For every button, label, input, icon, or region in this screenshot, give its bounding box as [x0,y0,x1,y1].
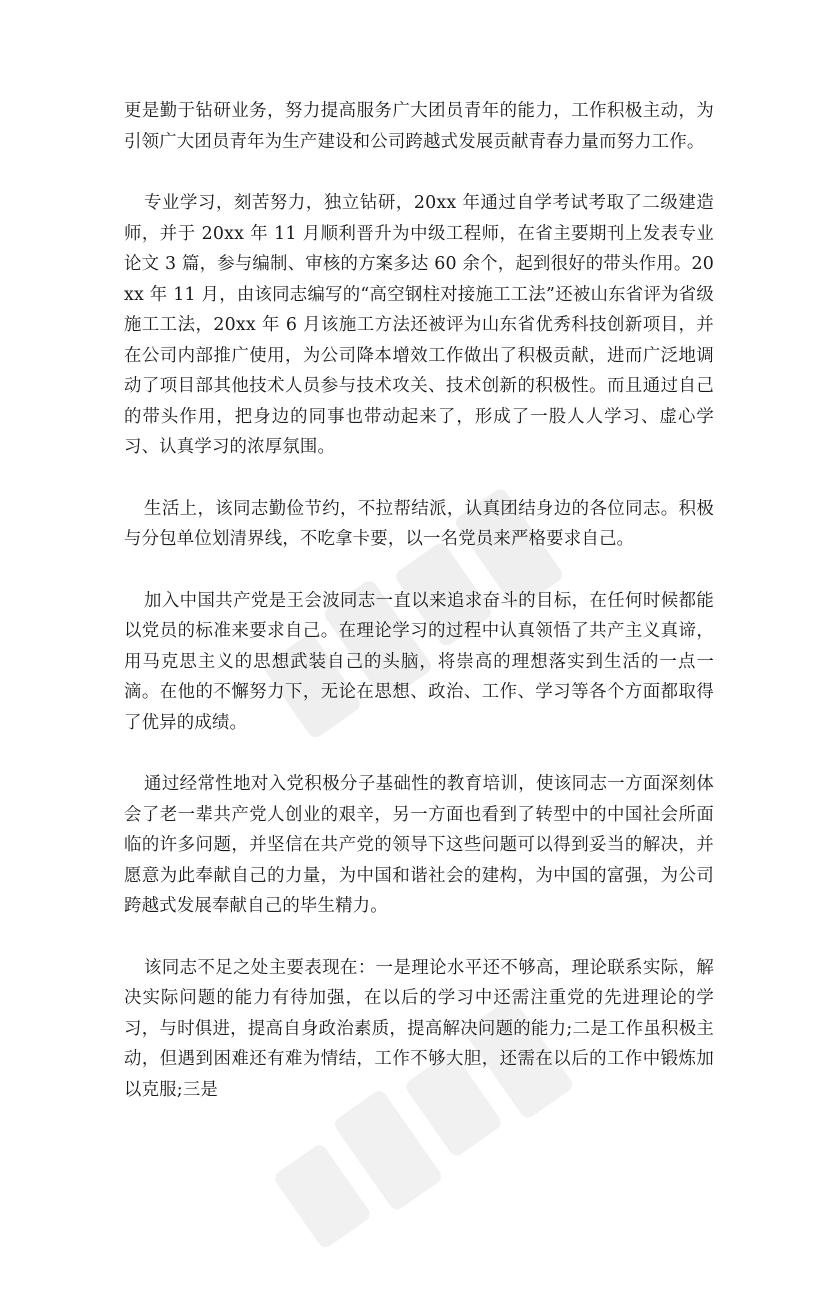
paragraph-2: 专业学习，刻苦努力，独立钻研，20xx 年通过自学考试考取了二级建造师，并于 20xx 年 11 月顺利晋升为中级工程师，在省主要期刊上发表专业论文 3 篇，参与编制、审核的方案多达 60 余个，起到很好的带头作用。20xx 年 11 月，由该同志编写的“高空钢柱对接施工工法”还被山东省评为省级施工工法，20xx 年 6 月该施工方法还被评为山东省优秀科技创新项目，并在公司内部推广使用，为公司降本增效工作做出了积极贡献，进而广泛地调动了项目部其他技术人员参与技术攻关、技术创新的积极性。而且通过自己的带头作用，把身边的同事也带动起来了，形成了一股人人学习、虚心学习、认真学习的浓厚氛围。 [124,193,714,457]
paragraph-1: 更是勤于钻研业务，努力提高服务广大团员青年的能力，工作积极主动，为引领广大团员青年为生产建设和公司跨越式发展贡献青春力量而努力工作。 [124,101,714,152]
document-body [124,96,714,1136]
paragraph-4: 加入中国共产党是王会波同志一直以来追求奋斗的目标，在任何时候都能以党员的标准来要求自己。在理论学习的过程中认真领悟了共产主义真谛，用马克思主义的思想武装自己的头脑，将崇高的理想落实到生活的一点一滴。在他的不懈努力下，无论在思想、政治、工作、学习等各个方面都取得了优异的成绩。 [124,590,714,733]
paragraph-5: 通过经常性地对入党积极分子基础性的教育培训，使该同志一方面深刻体会了老一辈共产党人创业的艰辛，另一方面也看到了转型中的中国社会所面临的许多问题，并坚信在共产党的领导下这些问题可以得到妥当的解决，并愿意为此奉献自己的力量，为中国和谐社会的建构，为中国的富强，为公司跨越式发展奉献自己的毕生精力。 [124,774,714,916]
paragraph-6: 该同志不足之处主要表现在：一是理论水平还不够高，理论联系实际，解决实际问题的能力有待加强，在以后的学习中还需注重党的先进理论的学习，与时俱进，提高自身政治素质，提高解决问题的能力;二是工作虽积极主动，但遇到困难还有难为情结，工作不够大胆，还需在以后的工作中锻炼加以克服;三是 [124,957,714,1100]
paragraph-3: 生活上，该同志勤俭节约，不拉帮结派，认真团结身边的各位同志。积极与分包单位划清界线，不吃拿卡要，以一名党员来严格要求自己。 [124,498,714,549]
